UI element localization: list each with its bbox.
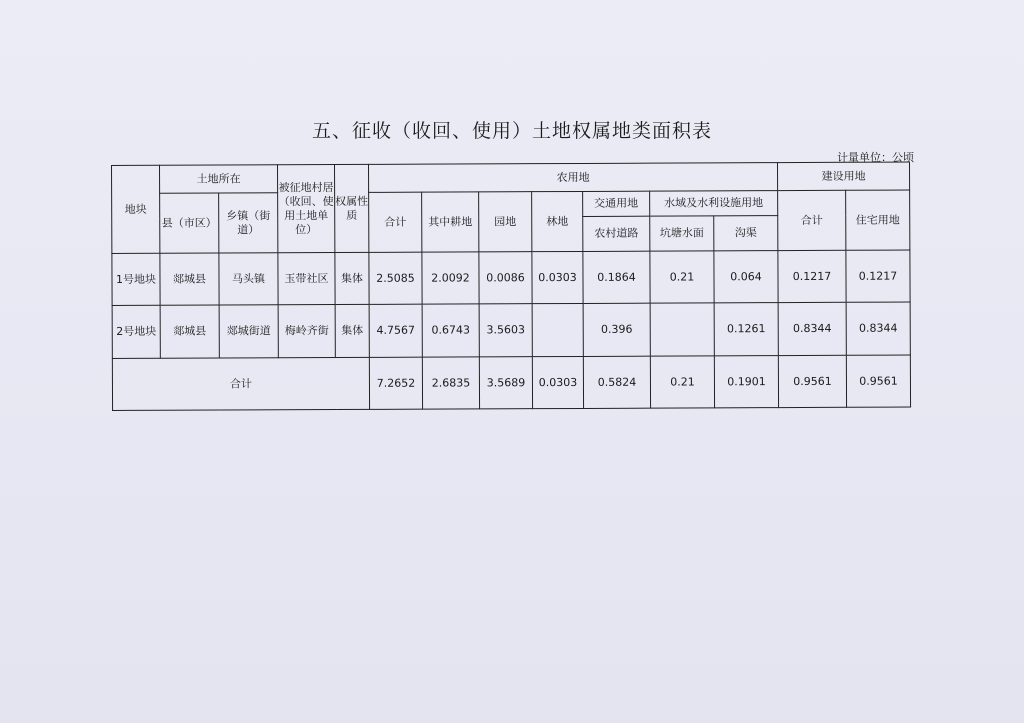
total-label: 合计 (112, 357, 369, 410)
header-cons-total: 合计 (778, 190, 846, 250)
cell-county: 郯城县 (160, 305, 219, 358)
cell-ownership: 集体 (335, 252, 369, 304)
total-ditch: 0.1901 (714, 356, 778, 408)
cell-garden: 0.0086 (479, 252, 532, 304)
total-pond: 0.21 (650, 356, 714, 408)
header-township: 乡镇（街道） (219, 193, 278, 253)
cell-county: 郯城县 (160, 253, 219, 305)
cell-ownership: 集体 (335, 304, 369, 357)
cell-ditch: 0.064 (714, 251, 778, 303)
header-location: 土地所在 (160, 165, 278, 194)
header-residential: 住宅用地 (846, 190, 910, 250)
cell-village: 梅岭齐街 (278, 305, 335, 358)
total-forest: 0.0303 (532, 356, 583, 408)
cell-agri-total: 2.5085 (369, 252, 422, 304)
header-pond: 坑塘水面 (650, 216, 714, 251)
table-row (112, 250, 910, 305)
cell-township: 马头镇 (219, 253, 278, 305)
header-row-1 (112, 162, 910, 193)
document-title: 五、征收（收回、使用）土地权属地类面积表 (311, 120, 712, 142)
header-forest: 林地 (532, 191, 583, 251)
header-agri-total: 合计 (369, 192, 422, 252)
header-water: 水域及水利设施用地 (650, 191, 778, 217)
cell-residential: 0.8344 (846, 302, 910, 355)
total-agri-total: 7.2652 (369, 357, 422, 409)
total-cons-total: 0.9561 (778, 355, 846, 407)
land-area-table (111, 162, 911, 411)
header-garden: 园地 (479, 192, 532, 252)
cell-agri-total: 4.7567 (369, 304, 422, 357)
header-county: 县（市区） (160, 193, 219, 253)
header-row-2 (112, 190, 910, 218)
cell-forest (532, 303, 583, 356)
header-ownership: 权属性质 (335, 164, 369, 252)
total-row (112, 355, 910, 410)
header-agri: 农用地 (368, 163, 777, 193)
cell-village: 玉带社区 (278, 253, 335, 305)
cell-residential: 0.1217 (846, 250, 910, 302)
header-plot: 地块 (112, 165, 160, 253)
cell-plot: 1号地块 (112, 253, 160, 305)
header-arable: 其中耕地 (422, 192, 479, 252)
cell-township: 郯城街道 (219, 305, 278, 358)
header-construction: 建设用地 (777, 162, 909, 191)
cell-forest: 0.0303 (532, 251, 583, 303)
header-transport: 交通用地 (583, 191, 650, 216)
total-rural-road: 0.5824 (583, 356, 650, 408)
cell-rural-road: 0.396 (583, 303, 650, 356)
cell-garden: 3.5603 (479, 304, 532, 357)
cell-cons-total: 0.8344 (778, 302, 846, 355)
table-row (112, 302, 910, 358)
cell-plot: 2号地块 (112, 305, 160, 358)
cell-pond: 0.21 (650, 251, 714, 303)
header-village: 被征地村居（收回、使用土地单位） (278, 165, 335, 253)
total-arable: 2.6835 (422, 357, 479, 409)
cell-arable: 0.6743 (422, 304, 479, 357)
header-rural-road: 农村道路 (583, 216, 650, 251)
cell-ditch: 0.1261 (714, 303, 778, 356)
total-garden: 3.5689 (479, 357, 532, 409)
cell-cons-total: 0.1217 (778, 250, 846, 302)
cell-arable: 2.0092 (422, 252, 479, 304)
cell-rural-road: 0.1864 (583, 251, 650, 303)
cell-pond (650, 303, 714, 356)
header-ditch: 沟渠 (714, 216, 778, 251)
unit-label: 计量单位：公顷 (837, 151, 914, 164)
total-residential: 0.9561 (846, 355, 910, 407)
